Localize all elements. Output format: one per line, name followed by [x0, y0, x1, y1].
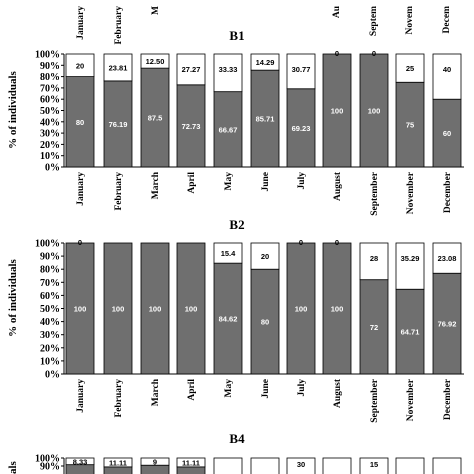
data-label-light: 8.33: [72, 457, 88, 467]
data-label-dark: 60: [442, 129, 452, 139]
data-label-dark: 80: [75, 117, 85, 127]
y-tick-label: 20%: [40, 139, 60, 151]
x-tick-label: September: [370, 379, 380, 423]
top-strip-tick-label: January: [76, 6, 86, 40]
data-label-light: 27.27: [181, 65, 201, 74]
top-strip-tick-label: M: [151, 6, 161, 15]
x-tick-label: April: [187, 172, 197, 194]
data-label-dark: 76.92: [437, 319, 457, 329]
data-label-light: 12.50: [145, 57, 165, 67]
y-tick-label: 40%: [40, 317, 60, 329]
y-tick-label: 40%: [40, 117, 60, 129]
x-tick-label: May: [224, 379, 234, 398]
y-tick-label: 0%: [45, 162, 60, 174]
data-label-light: 0: [334, 49, 340, 58]
data-label-light: 15: [369, 460, 379, 469]
data-label-light: 0: [298, 238, 304, 247]
x-tick-label: May: [224, 172, 234, 191]
bar-segment-light: [433, 54, 461, 99]
data-label-dark: 100: [294, 304, 308, 314]
data-label-light: 23.08: [437, 254, 457, 263]
data-label-light: 11.11: [109, 458, 127, 468]
data-label-dark: 100: [184, 304, 198, 314]
x-tick-label: June: [261, 379, 271, 399]
y-tick-label: 100%: [35, 49, 60, 61]
panel-b1-plot: [35, 49, 464, 216]
panel-b2-plot: [35, 238, 464, 423]
bar-segment-light: [396, 458, 424, 474]
data-label-dark: 76.19: [108, 119, 128, 129]
y-tick-label: 80%: [40, 264, 60, 276]
data-label-light: 15.4: [220, 249, 236, 259]
x-tick-label: July: [297, 172, 307, 190]
data-label-dark: 66.67: [218, 125, 238, 135]
data-label-light: 20: [75, 61, 85, 71]
y-tick-label: 20%: [40, 343, 60, 355]
y-tick-label: 70%: [40, 83, 60, 95]
x-tick-label: March: [151, 172, 161, 200]
top-strip-tick-label: Au: [332, 6, 342, 19]
y-tick-label: 90%: [40, 60, 60, 72]
data-label-light: 9: [152, 457, 158, 467]
x-tick-label: March: [151, 379, 161, 407]
bar-segment-light: [396, 243, 424, 289]
bar-segment-light: [433, 458, 461, 474]
data-label-light: 0: [77, 238, 83, 247]
x-tick-label: December: [443, 172, 453, 214]
top-strip-tick-label: Novem: [405, 6, 415, 35]
data-label-dark: 64.71: [400, 327, 420, 337]
data-label-light: 35.29: [400, 254, 420, 263]
x-tick-label: November: [406, 379, 416, 422]
y-tick-label: 70%: [40, 277, 60, 289]
data-label-light: 25: [405, 64, 415, 74]
y-tick-label: 90%: [40, 461, 60, 473]
data-label-dark: 100: [111, 304, 125, 314]
y-tick-label: 90%: [40, 251, 60, 263]
data-label-dark: 75: [405, 120, 415, 130]
y-tick-label: 50%: [40, 106, 60, 117]
data-label-light: 0: [334, 238, 340, 247]
data-label-dark: 69.23: [291, 123, 311, 133]
panel-b2-ylabel: % of individuals: [7, 259, 19, 337]
y-tick-label: 30%: [40, 128, 60, 140]
bar-segment-dark: [177, 467, 205, 474]
panel-b2-title: B2: [229, 217, 245, 232]
bar-segment-light: [214, 458, 242, 474]
y-tick-label: 0%: [45, 369, 60, 381]
top-strip-tick-label: Septem: [369, 6, 379, 37]
y-tick-label: 30%: [40, 330, 60, 342]
data-label-light: 30: [296, 460, 306, 469]
data-label-light: 0: [371, 49, 377, 58]
x-tick-label: February: [114, 172, 124, 211]
x-tick-label: November: [406, 172, 416, 215]
data-label-light: 40: [442, 65, 452, 74]
x-tick-label: September: [370, 172, 380, 216]
x-tick-label: January: [76, 172, 86, 206]
data-label-light: 11.11: [182, 458, 200, 468]
data-label-light: 23.81: [108, 63, 128, 73]
data-label-dark: 100: [148, 304, 162, 314]
data-label-dark: 100: [367, 106, 381, 116]
y-tick-label: 100%: [35, 453, 60, 465]
x-tick-label: January: [76, 379, 86, 413]
bar-segment-dark: [104, 467, 132, 474]
panel-b4-plot: [35, 454, 461, 474]
y-tick-label: 10%: [40, 151, 60, 163]
panel-b1-title: B1: [229, 28, 245, 43]
data-label-dark: 100: [73, 304, 87, 314]
data-label-dark: 87.5: [147, 113, 163, 123]
top-strip-tick-label: Decem: [442, 6, 452, 34]
bar-segment-light: [251, 458, 279, 474]
panel-b4-title: B4: [229, 431, 245, 446]
y-tick-label: 10%: [40, 356, 60, 368]
top-strip-tick-label: February: [114, 6, 124, 45]
panel-b1-ylabel: % of individuals: [7, 71, 19, 149]
data-label-light: 14.29: [255, 58, 275, 68]
x-tick-label: April: [187, 379, 197, 401]
data-label-light: 33.33: [218, 65, 238, 74]
top-partial-strip: [76, 5, 452, 44]
x-tick-label: August: [333, 172, 343, 202]
bar-segment-light: [323, 458, 351, 474]
data-label-dark: 72.73: [181, 121, 201, 131]
x-tick-label: August: [333, 379, 343, 409]
panel-b4-ylabel: als: [7, 461, 19, 474]
data-label-dark: 100: [330, 106, 344, 116]
y-tick-label: 80%: [40, 72, 60, 84]
x-tick-label: July: [297, 379, 307, 397]
data-label-light: 20: [260, 252, 270, 262]
y-tick-label: 60%: [40, 290, 60, 302]
data-label-dark: 84.62: [218, 314, 238, 324]
data-label-light: 28: [369, 254, 379, 263]
y-tick-label: 60%: [40, 94, 60, 106]
x-tick-label: December: [443, 379, 453, 421]
x-tick-label: June: [261, 172, 271, 192]
data-label-dark: 80: [260, 317, 270, 327]
data-label-light: 30.77: [291, 65, 311, 74]
data-label-dark: 72: [369, 322, 379, 332]
x-tick-label: February: [114, 379, 124, 418]
data-label-dark: 85.71: [255, 114, 275, 124]
y-tick-label: 100%: [35, 238, 60, 250]
y-tick-label: 50%: [40, 304, 60, 315]
data-label-dark: 100: [330, 304, 344, 314]
